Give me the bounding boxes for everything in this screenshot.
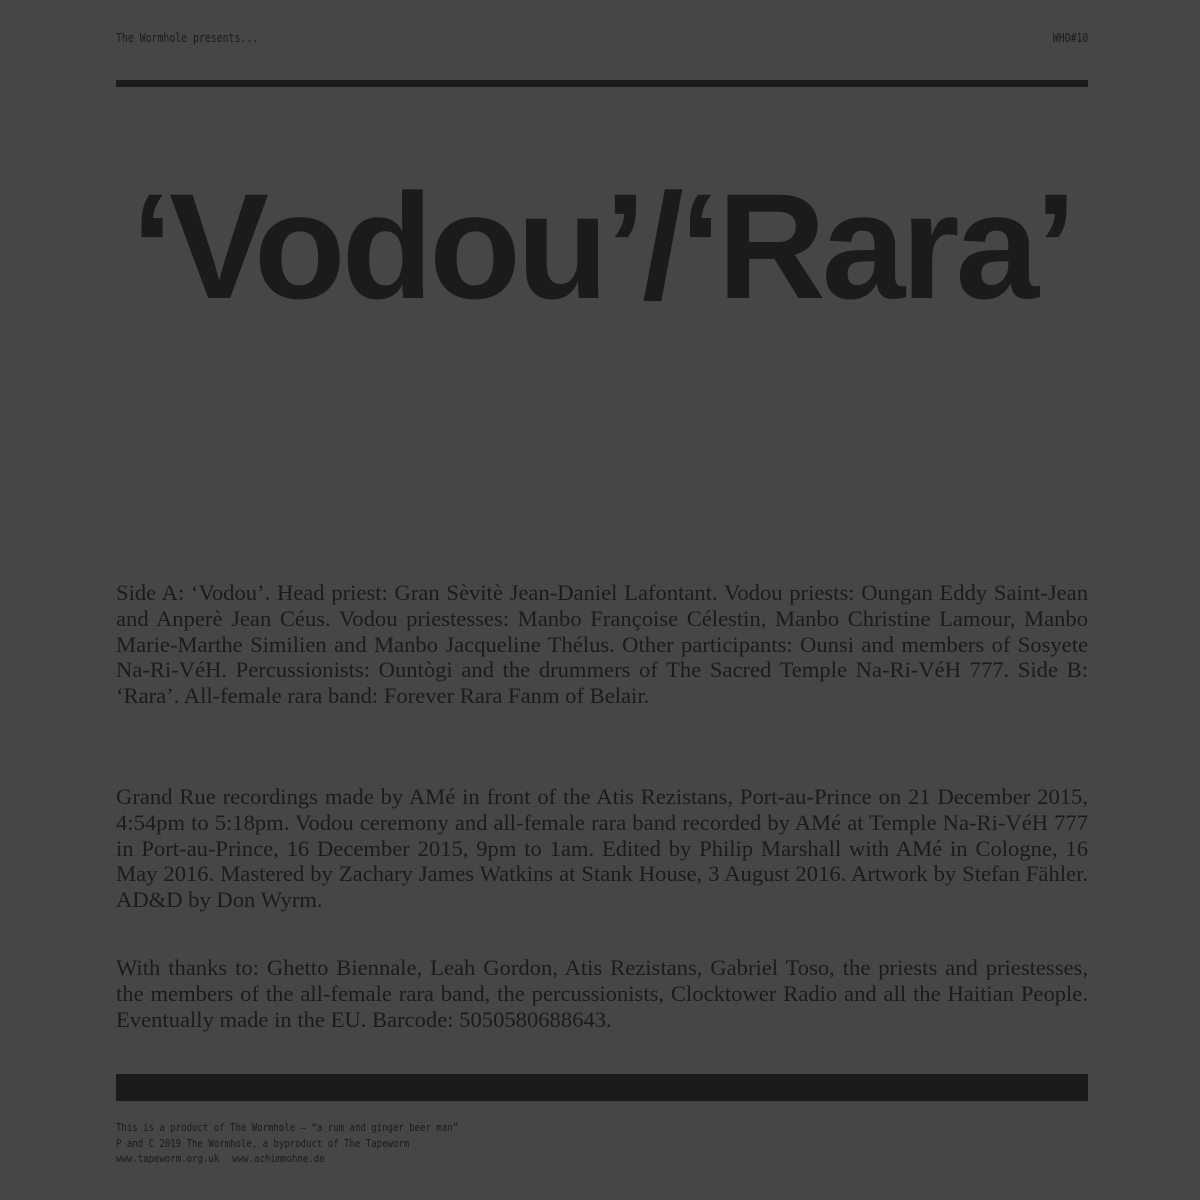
- footer-copyright-line: P and C 2019 The Wormhole, a byproduct of The Tapeworm: [116, 1136, 410, 1150]
- top-rule: [116, 80, 1088, 87]
- tapeworm-link[interactable]: www.tapeworm.org.uk: [116, 1152, 220, 1165]
- footer-product-line: This is a product of The Wormhole — “a rum and ginger beer man”: [116, 1121, 459, 1134]
- footer-links: [116, 1151, 458, 1167]
- achimmohne-link[interactable]: www.achimmohne.de: [232, 1152, 325, 1165]
- album-title: ‘Vodou’/‘Rara’: [131, 162, 1073, 330]
- catalog-number: WHO#10: [1052, 31, 1088, 45]
- bottom-bar: [116, 1074, 1088, 1101]
- side-credits-paragraph: Side A: ‘Vodou’. Head priest: Gran Sèvitè Jean-Daniel Lafontant. Vodou priests: Oungan Eddy Saint-Jean and Anperè Jean Céus. Vodou priestesses: Manbo Françoise Célestin, Manbo Christine Lamour, Manbo Marie-Marthe Similien and Manbo Jacqueline Thélus. Other participants: Ounsi and members of Sosyete Na-Ri-VéH. Percussionists: Ountògi and the drummers of The Sacred Temple Na-Ri-VéH 777. Side B: ‘Rara’. All-female rara band: Forever Rara Fanm of Belair.: [116, 580, 1088, 709]
- footer: [116, 1120, 458, 1167]
- presenter-line: The Wormhole presents...: [116, 31, 259, 45]
- recording-credits-paragraph: Grand Rue recordings made by AMé in front of the Atis Rezistans, Port-au-Prince on 21 December 2015, 4:54pm to 5:18pm. Vodou ceremony and all-female rara band recorded by AMé at Temple Na-Ri-VéH 777 in Port-au-Prince, 16 December 2015, 9pm to 1am. Edited by Philip Marshall with AMé in Cologne, 16 May 2016. Mastered by Zachary James Watkins at Stank House, 3 August 2016. Artwork by Stefan Fähler. AD&D by Don Wyrm.: [116, 784, 1088, 913]
- thanks-paragraph: With thanks to: Ghetto Biennale, Leah Gordon, Atis Rezistans, Gabriel Toso, the priests and priestesses, the members of the all-female rara band, the percussionists, Clocktower Radio and all the Haitian People. Eventually made in the EU. Barcode: 5050580688643.: [116, 955, 1088, 1032]
